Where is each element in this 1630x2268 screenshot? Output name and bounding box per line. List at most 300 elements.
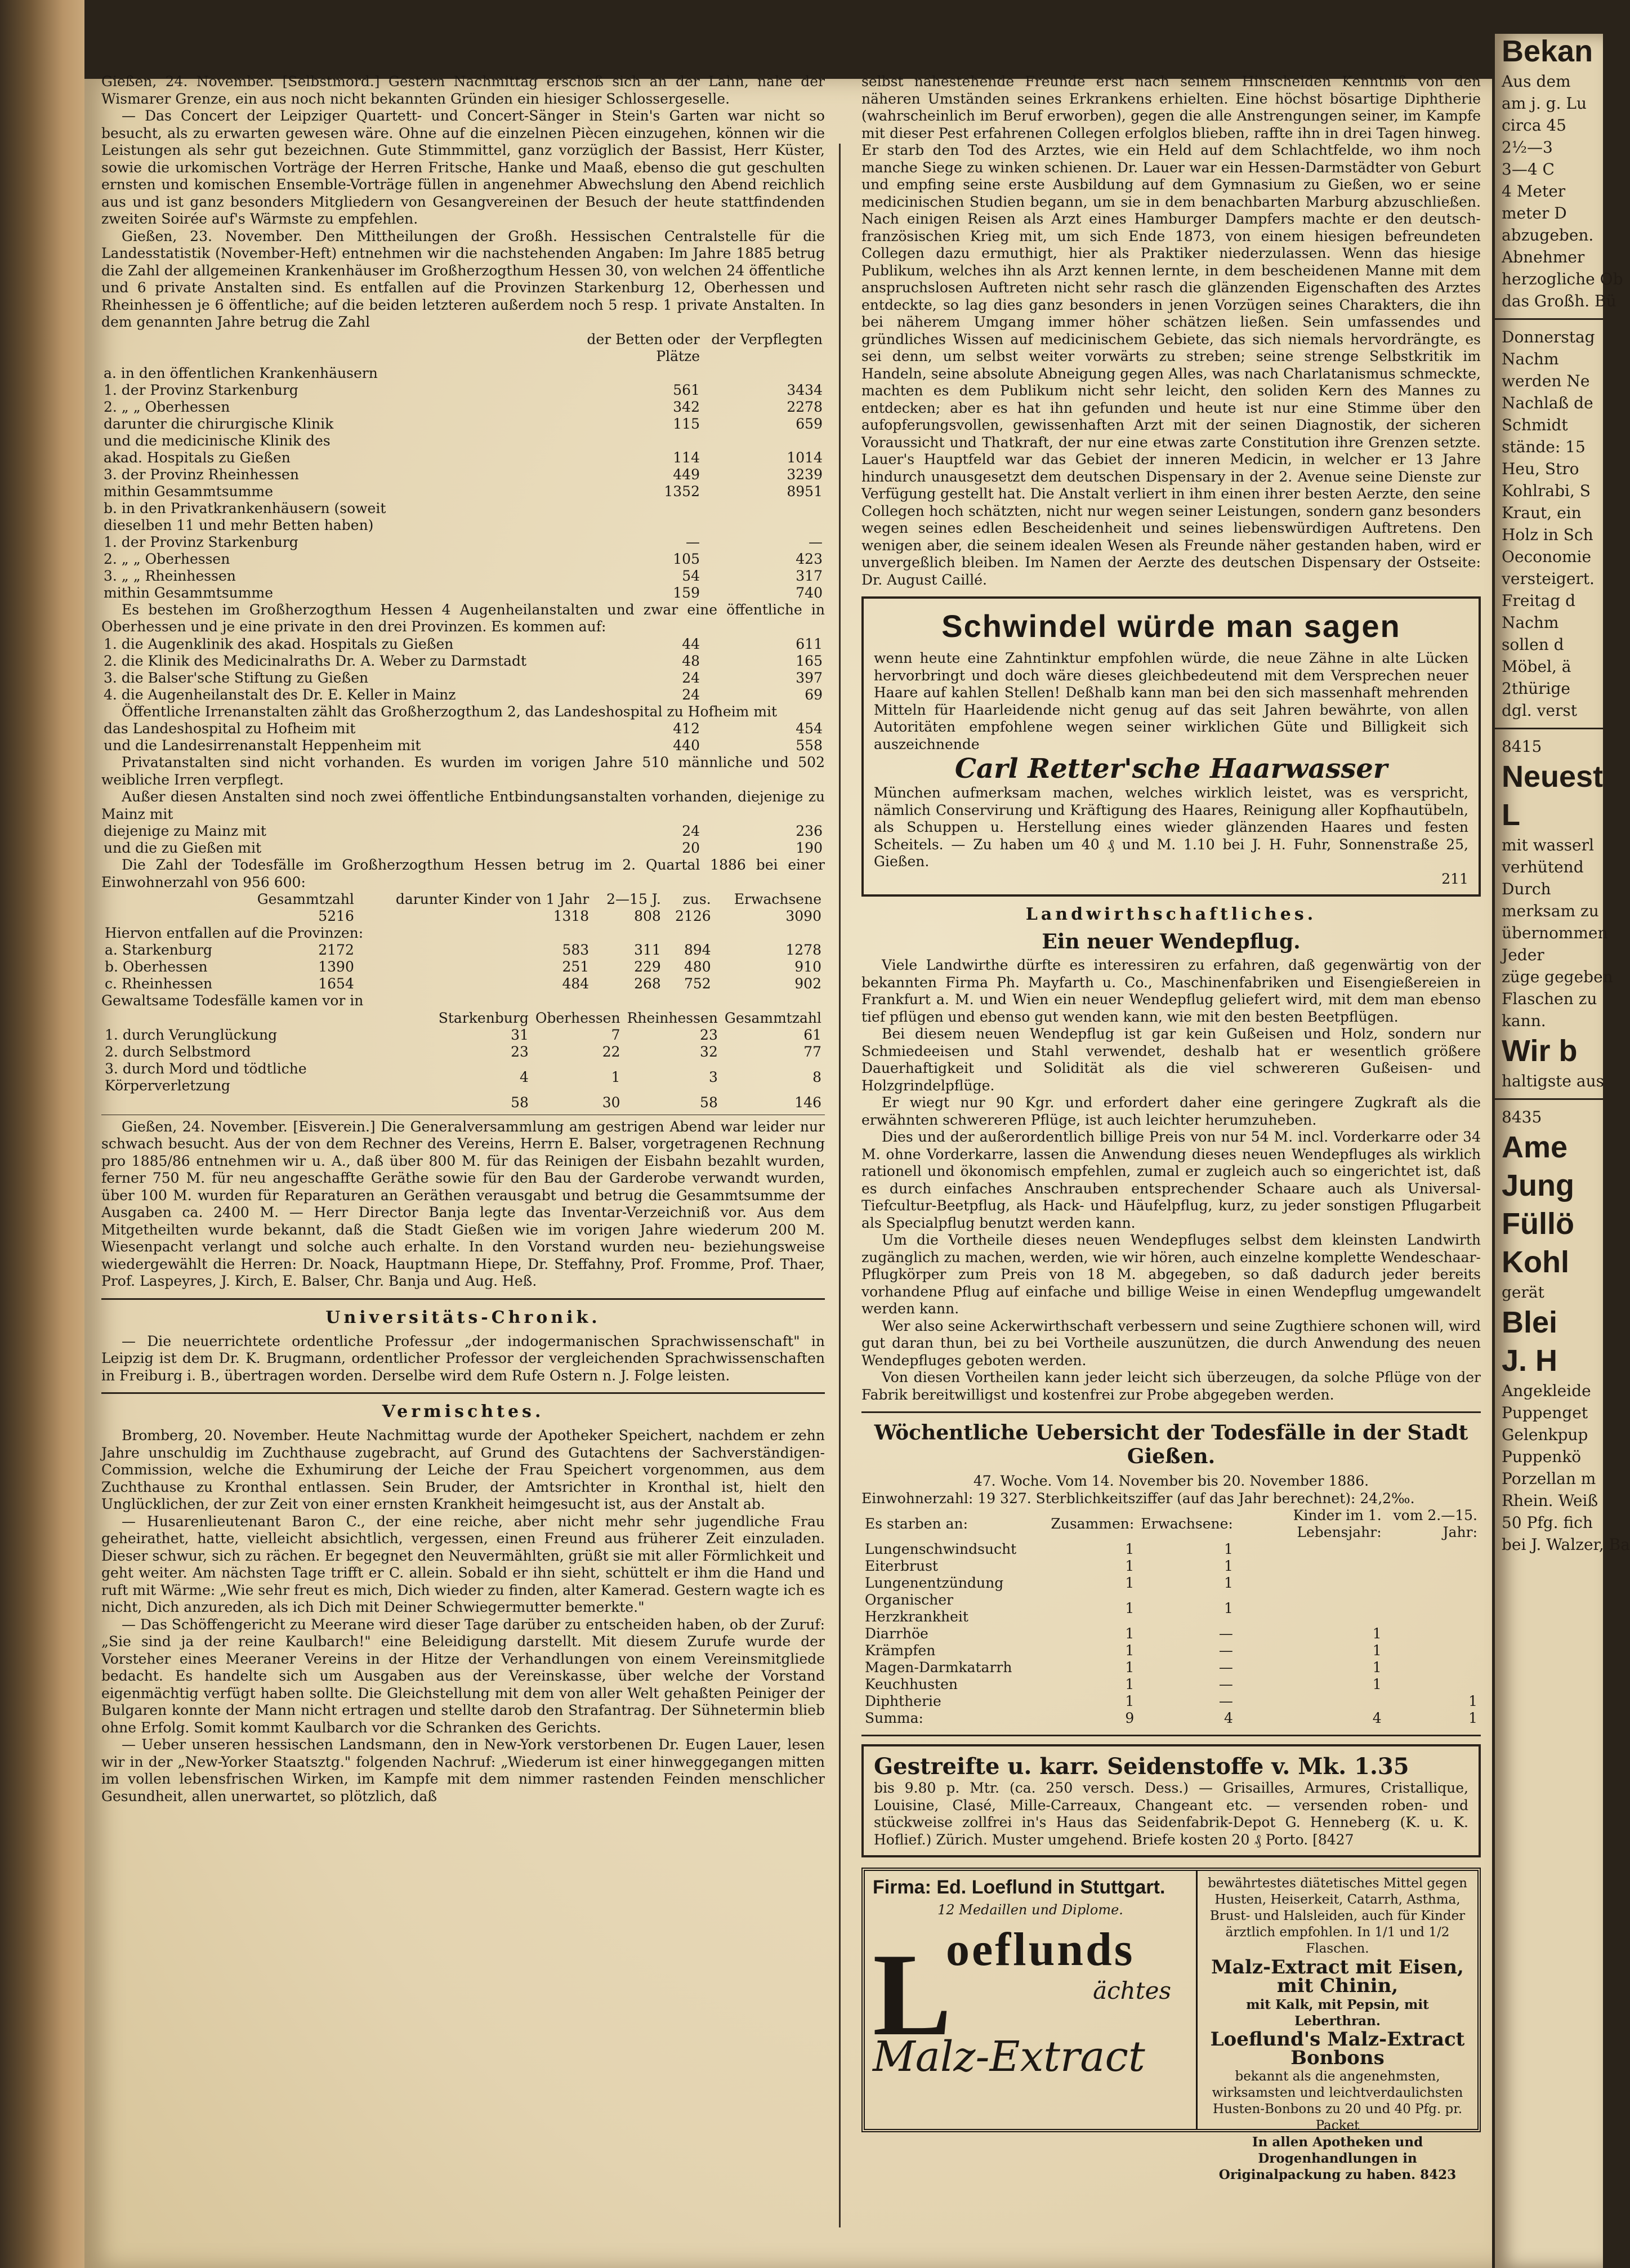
ad-loeflund-chinin: mit Chinin, — [1276, 1975, 1399, 1997]
row-value: — — [1218, 1642, 1233, 1659]
adjacent-page-text: Füllö — [1502, 1207, 1574, 1241]
ad-loeflund-bonbons: Bonbons — [1290, 2047, 1385, 2069]
adjacent-page-text: abzugeben. — [1502, 226, 1594, 244]
row-value: Gesammtzahl — [724, 1009, 821, 1026]
row-value: 58 — [511, 1094, 529, 1111]
divider — [1495, 318, 1603, 320]
row-value: 77 — [803, 1043, 821, 1060]
row-value — [1236, 1592, 1385, 1625]
row-value: 54 — [682, 567, 700, 584]
ad-loeflund-brand: oeflunds — [946, 1923, 1135, 1976]
row-value: zus. — [682, 891, 711, 907]
row-value: — — [1218, 1659, 1233, 1676]
row-value: Zusammen: — [1051, 1516, 1135, 1532]
row-value: 317 — [796, 567, 823, 584]
table-row — [101, 483, 825, 500]
ad-haarwasser-number: 211 — [1441, 870, 1468, 887]
row-label: 2. „ „ Oberhessen — [104, 398, 230, 415]
article-lauer-continued: selbst nahestehende Freunde erst nach seinem Hinscheiden Kenntniß von den näheren Umständen seines Erkrankens erhielten. Eine höchst bösartige Diphtherie (wahrscheinlich im Beruf erworben), gegen die alle Anstrengungen seiner, im Kampfe mit dieser Pest erfahrenen Collegen erfolglos blieben, raffte ihn in drei Tagen hinweg. Er starb den Tod des Arztes, wie ein Held auf dem Schlachtfelde, wo ihm noch manche Siege zu winken schienen. Dr. Lauer war ein Hessen-Darmstädter von Geburt und empfing seine erste Ausbildung auf dem Gymnasium zu Gießen, wo er seine medicinischen Studien begann, um sie in dem benachbarten Marburg abzuschließen. Nach einigen Reisen als Arzt eines Hamburger Dampfers machte er den deutsch-französischen Krieg mit, um sich Ende 1873, von einem hiesigen befreundeten Collegen dazu ermuthigt, hier als Praktiker niederzulassen. Wenn das hiesige Publikum, welches ihn als Arzt kennen lernte, in dem bescheidenen Manne mit dem anspruchslosen Auftreten nicht sehr rasch die glänzenden Eigenschaften des Arztes entdeckte, so lag dies ganz besonders in jenen Vorzügen seines Charakters, die ihn bei näherem Umgang immer höher schätzen ließen. Sein umfassendes und gründliches Wissen auf medicinischem Gebiete, das sich niemals hervordrängte, es sei denn, um selbst weiter vorwärts zu streben; seine strenge Selbstkritik im Handeln, seine absolute Abneigung gegen Alles, was nach Charlatanismus schmeckte, machten es dem Publikum nicht sehr leicht, den soliden Kern des Mannes zu entdecken; aber es hat ihn gefunden und heute ist nur eine Stimme über den aufopferungsvollen, gewissenhaften Arzt mit der seinen Diagnostik, der sicheren Voraussicht und Thatkraft, der nur eine etwas zarte Constitution ihre Grenzen setzte. Lauer's Hauptfeld war das Gebiet der inneren Medicin, in welcher er 13 Jahre hindurch unausgesetzt dem deutschen Dispensary in der 2. Avenue seine Dienste zur Verfügung gestellt hat. Die Anstalt verliert in ihm einen ihrer besten Aerzte, den seine Collegen hoch schätzten, nicht nur wegen seiner Leistungen, sondern ganz besonders wegen seines edlen Bescheidenheit und seines liebenswürdigen Auftretens. Den wenigen aber, die seinem idealen Wesen als Freunde näher gestanden haben, wird er unvergeßlich bleiben. Im Namen der Aerzte des deutschen Dispensary der Ostseite: Dr. August Caillé. — [861, 73, 1481, 588]
ad-loeflund-firm: Firma: Ed. Loeflund in Stuttgart. — [873, 1877, 1165, 1898]
adjacent-page-text: Jung — [1502, 1169, 1574, 1202]
adjacent-page-text: herzogliche Ob — [1502, 270, 1623, 288]
row-label: Krämpfen — [865, 1642, 936, 1659]
adjacent-page-text: meter D — [1502, 204, 1567, 222]
adjacent-page-text: dgl. verst — [1502, 701, 1577, 720]
table-row — [101, 1061, 825, 1094]
row-value: 484 — [562, 975, 590, 992]
row-value: 61 — [803, 1026, 821, 1043]
row-value: 1 — [1372, 1625, 1382, 1642]
row-value: 808 — [634, 908, 661, 924]
table-row — [101, 517, 825, 534]
row-value — [702, 500, 825, 517]
row-value: 3 — [708, 1068, 718, 1085]
row-value: Erwachsene: — [1141, 1516, 1233, 1532]
column-divider — [839, 144, 841, 2227]
row-label — [101, 891, 236, 908]
row-value: 740 — [796, 584, 823, 601]
adjacent-page-text: Donnerstag — [1502, 328, 1595, 346]
divider — [861, 1411, 1481, 1413]
table-row — [101, 687, 825, 703]
adjacent-page-text: mit wasserl — [1502, 836, 1594, 854]
row-value: 1 — [1223, 1558, 1233, 1574]
row-label: 2. „ „ Oberhessen — [104, 550, 230, 567]
ad-loeflund-availability: In allen Apotheken und Drogenhandlungen in Originalpackung zu haben. 8423 — [1218, 2135, 1457, 2182]
row-value: 58 — [700, 1094, 718, 1111]
article-landesstatistik: Gießen, 23. November. Den Mittheilungen der Großh. Hessischen Centralstelle für die Landesstatistik (November-Heft) entnehmen wir die nachstehenden Angaben: Im Jahre 1885 betrug die Zahl der allgemeinen Krankenhäuser im Großherzogthum Hessen 30, von welchen 24 öffentliche und 6 private Anstalten sind. Es entfallen auf die Provinzen Starkenburg 12, Oberhessen und Rheinhessen je 6 öffentliche; auf die beiden letzteren außerdem noch 5 resp. 1 private Anstalten. In dem genannten Jahre betrug die Zahl — [101, 228, 825, 330]
row-value — [1385, 1558, 1481, 1575]
row-label: a. Starkenburg — [105, 942, 212, 958]
adjacent-page-text: Wir b — [1502, 1034, 1578, 1068]
row-value — [1385, 1592, 1481, 1625]
adjacent-page-text: 2thürige — [1502, 679, 1570, 698]
table-row — [861, 1659, 1481, 1676]
row-value: 1 — [1372, 1676, 1382, 1692]
row-value: 190 — [796, 840, 823, 856]
weekly-deaths-table — [861, 1507, 1481, 1727]
row-value: 23 — [700, 1026, 718, 1043]
maternity-table — [101, 823, 825, 857]
row-label: dieselben 11 und mehr Betten haben) — [104, 516, 374, 533]
adjacent-page-text: Möbel, ä — [1502, 657, 1571, 676]
ad-loeflund-details — [1198, 1871, 1477, 2182]
row-value: Rheinhessen — [627, 1009, 718, 1026]
adjacent-page-text: 8415 — [1502, 737, 1542, 756]
adjacent-page-text: Nachm — [1502, 350, 1559, 368]
table-row — [101, 568, 825, 585]
row-value: 1 — [1125, 1541, 1135, 1557]
adjacent-page-text: Blei — [1502, 1305, 1558, 1339]
row-label: und die Landesirrenanstalt Heppenheim mit — [104, 737, 421, 754]
row-label: 3. durch Mord und tödtliche Körperverletzung — [105, 1060, 307, 1094]
row-value: 115 — [673, 415, 700, 432]
adjacent-page-text: Gelenkpup — [1502, 1425, 1588, 1444]
row-value: — — [1218, 1693, 1233, 1709]
row-label: das Landeshospital zu Hofheim mit — [104, 720, 356, 737]
ad-seidenstoffe-text: bis 9.80 p. Mtr. (ca. 250 versch. Dess.) — Grisailles, Armures, Cristallique, Louisine, Clasé, Mille-Carreaux, Changeant etc. — versenden roben- und stückweise zollfrei in's Haus das Seidenfabrik-Depot G. Henneberg (K. u. K. Hoflief.) Zürich. Muster umgehend. Briefe kosten 20 ₰ Porto. [8427 — [874, 1780, 1468, 1848]
row-label: Diphtherie — [865, 1693, 941, 1709]
adjacent-page-text: Durch — [1502, 880, 1551, 898]
article-wendepflug-title: Ein neuer Wendepflug. — [1042, 930, 1301, 953]
adjacent-page-text: Freitag d — [1502, 591, 1576, 610]
adjacent-page-text: 50 Pfg. fich — [1502, 1513, 1593, 1532]
row-value — [1385, 1541, 1481, 1558]
row-value: 268 — [634, 975, 661, 992]
table-row — [861, 1575, 1481, 1592]
adjacent-page-text: verhütend — [1502, 858, 1584, 876]
row-value: 449 — [673, 466, 700, 483]
row-label: darunter die chirurgische Klinik — [104, 415, 334, 432]
table-row — [101, 466, 825, 483]
row-value: 4 — [519, 1068, 529, 1085]
divider — [1495, 728, 1603, 729]
table-row — [101, 737, 825, 754]
violent-deaths-intro: Gewaltsame Todesfälle kamen vor in — [101, 992, 364, 1009]
row-label: Lungenentzündung — [865, 1575, 1004, 1591]
row-value: 659 — [796, 415, 823, 432]
article-schoeffengericht: — Das Schöffengericht zu Meerane wird dieser Tage darüber zu entscheiden haben, ob der Zuruf: „Sie sind ja der reine Kaulbarch!" eine Beleidigung darstellt. Mit diesem Zurufe wurde der Vorsteher eines Meeraner Vereins in der Hitze der Verhandlungen von einem Vereinsmitgliede bedacht. Es handelte sich um Ausgaben aus der Vereinskasse, über welche der Vorstand eigenmächtig verfügt haben sollte. Die Gleichstellung mit dem von aller Welt gehaßten Peiniger der Bulgaren konnte der Mann nicht ertragen und stellte darob den Strafantrag. Der Sühnetermin blieb ohne Erfolg. Somit kommt Kaulbarch vor die Schranken des Gerichts. — [101, 1616, 825, 1736]
table-row — [101, 382, 825, 399]
row-value: 23 — [511, 1043, 529, 1060]
article-privatanstalten: Privatanstalten sind nicht vorhanden. Es wurden im vorigen Jahre 510 männliche und 502 weibliche Irren verpflegt. — [101, 754, 825, 788]
adjacent-page-text: Kohl — [1502, 1245, 1569, 1279]
table-row — [101, 551, 825, 568]
row-value: 236 — [796, 823, 823, 839]
ad-loeflund-initial: L — [873, 1930, 952, 2060]
ad-loeflund-medals: 12 Medaillen und Diplome. — [937, 1902, 1123, 1918]
row-value: 412 — [673, 720, 700, 737]
adjacent-page-text: am j. g. Lu — [1502, 94, 1587, 113]
row-value: 24 — [682, 686, 700, 703]
row-label: Magen-Darmkatarrh — [865, 1659, 1012, 1676]
row-value: 1 — [1468, 1693, 1477, 1709]
adjacent-page-text: 3—4 C — [1502, 160, 1555, 179]
row-value — [1236, 1693, 1385, 1710]
row-label: Eiterbrust — [865, 1558, 938, 1574]
book-spine — [0, 0, 84, 2268]
adjacent-page-text: Puppenget — [1502, 1403, 1588, 1422]
article-wendepflug-4: Dies und der außerordentlich billige Preis von nur 54 M. incl. Vorderkarre oder 34 M. ohne Vorderkarre, lassen die Anwendung dieses neuen Wendepfluges als wirklich rationell und ökonomisch empfehlen, zumal er zugleich auch so eingerichtet ist, daß es durch einfaches Anschrauben entsprechender Schaare auch als Universal-Tiefcultur-Beetpflug, als Hack- und Häufelpflug, kurz, zu jeder sonstigen Pflugarbeit als Specialpflug benutzt werden kann. — [861, 1129, 1481, 1231]
adjacent-page-text: Oeconomie — [1502, 547, 1592, 566]
divider — [101, 1392, 825, 1394]
row-value: 397 — [796, 669, 823, 686]
adjacent-page-text: gerät — [1502, 1283, 1544, 1302]
row-value: 32 — [700, 1043, 718, 1060]
row-value — [579, 433, 702, 449]
hospital-col-head-b: der Verpflegten — [711, 331, 823, 347]
row-label: Diarrhöe — [865, 1625, 928, 1642]
violent-deaths-table — [101, 1010, 825, 1111]
article-wendepflug-7: Von diesen Vortheilen kann jeder leicht sich überzeugen, da solche Pflüge von der Fabrik bereitwilligst und kostenfrei zur Probe abgegeben werden. — [861, 1369, 1481, 1403]
ad-haarwasser — [861, 596, 1481, 897]
row-label — [101, 1094, 435, 1111]
adjacent-page-text: das Großh. Bü — [1502, 292, 1616, 310]
row-label — [101, 908, 236, 925]
adjacent-page-text: züge gegeben — [1502, 968, 1613, 986]
row-value: 1 — [1372, 1642, 1382, 1659]
row-value: 5216 — [318, 908, 354, 924]
row-value: 561 — [673, 381, 700, 398]
article-wendepflug-3: Er wiegt nur 90 Kgr. und erfordert daher eine geringere Zugkraft als die erwähnten schwereren Pflüge, ist auch leichter herumzuheben. — [861, 1094, 1481, 1128]
row-value: 342 — [673, 398, 700, 415]
table-row — [101, 399, 825, 416]
ad-loeflund-aechtes: ächtes — [1093, 1977, 1171, 2004]
adjacent-page-text: kann. — [1502, 1012, 1546, 1030]
adjacent-page-text: Rhein. Weiß — [1502, 1491, 1598, 1510]
table-row — [861, 1541, 1481, 1558]
row-value: 1352 — [664, 483, 700, 500]
row-value: 44 — [682, 635, 700, 652]
ad-loeflund-bonbons-text: bekannt als die angenehmsten, wirksamsten und leichtverdaulichsten Husten-Bonbons zu 20 und 40 Pfg. pr. Packet — [1212, 2069, 1463, 2133]
table-row — [861, 1642, 1481, 1659]
adjacent-page-text: bei J. Walzer, Ba — [1502, 1535, 1630, 1554]
row-value: 752 — [684, 975, 711, 992]
row-value: darunter Kinder von 1 Jahr — [395, 891, 590, 907]
adjacent-page-text: Angekleide — [1502, 1382, 1591, 1400]
row-label: Summa: — [865, 1710, 923, 1726]
article-giessen-selbstmord: Gießen, 24. November. [Selbstmord.] Gestern Nachmittag erschoß sich an der Lahn, nahe der Wismarer Grenze, ein aus noch nicht bekannten Gründen ein hiesiger Schlossergeselle. — [101, 73, 825, 107]
table-row — [861, 1693, 1481, 1710]
adjacent-page-text: circa 45 — [1502, 116, 1566, 135]
table-row — [101, 416, 825, 433]
row-value: 558 — [796, 737, 823, 754]
adjacent-page-edge — [1495, 34, 1630, 2268]
row-value: 1278 — [785, 942, 821, 958]
hospital-table — [101, 331, 825, 601]
row-value: 9 — [1125, 1710, 1135, 1726]
ad-loeflund-malz-extract: Malz-Extract — [873, 2033, 1145, 2081]
row-label: c. Rheinhessen — [105, 975, 213, 992]
row-label: 2. durch Selbstmord — [105, 1043, 251, 1060]
row-value: 440 — [673, 737, 700, 754]
ad-seidenstoffe-headline: Gestreifte u. karr. Seidenstoffe v. Mk. 1.35 — [874, 1753, 1409, 1780]
ad-loeflund-extract: Loeflund's Malz-Extract — [1210, 2028, 1465, 2051]
ad-haarwasser-title: Schwindel würde man sagen — [941, 608, 1401, 644]
row-value: 1 — [611, 1068, 620, 1085]
row-value: — — [1218, 1676, 1233, 1692]
row-value — [1385, 1625, 1481, 1642]
row-value: 583 — [562, 942, 590, 958]
row-value: 902 — [794, 975, 821, 992]
table-row — [101, 942, 825, 959]
adjacent-page-text: 8435 — [1502, 1108, 1542, 1126]
row-value: 105 — [673, 550, 700, 567]
row-value: 8 — [812, 1068, 821, 1085]
row-label: Lungenschwindsucht — [865, 1541, 1017, 1557]
row-value — [1236, 1575, 1385, 1592]
row-value: 1 — [1223, 1575, 1233, 1591]
adjacent-page-text: Puppenkö — [1502, 1447, 1582, 1466]
row-label: und die zu Gießen mit — [104, 840, 262, 856]
row-value: 165 — [796, 652, 823, 669]
adjacent-page-text: stände: 15 — [1502, 438, 1586, 456]
row-value: 1 — [1223, 1600, 1233, 1616]
table-row — [101, 823, 825, 840]
row-value: 114 — [673, 449, 700, 466]
row-value: 4 — [1372, 1710, 1382, 1726]
ad-haarwasser-brand: Carl Retter'sche Haarwasser — [954, 753, 1388, 785]
adjacent-page-text: merksam zu — [1502, 902, 1599, 920]
row-value: 3434 — [787, 381, 823, 398]
row-value: — — [686, 533, 700, 550]
row-value: Gesammtzahl — [257, 891, 354, 907]
row-value: 251 — [562, 959, 590, 975]
row-value: Erwachsene — [734, 891, 821, 907]
row-value: 1390 — [318, 959, 354, 975]
adjacent-page-text: sollen d — [1502, 635, 1564, 654]
row-value: 1 — [1125, 1642, 1135, 1659]
ad-loeflund-logo-panel — [865, 1871, 1198, 2129]
row-value: 4 — [1223, 1710, 1233, 1726]
adjacent-page-text: Porzellan m — [1502, 1469, 1596, 1488]
ad-loeflund — [861, 1868, 1481, 2182]
row-value: Kinder im 1. Lebensjahr: — [1293, 1507, 1382, 1540]
adjacent-page-text: L — [1502, 798, 1520, 832]
row-value: 229 — [634, 959, 661, 975]
row-value: 7 — [611, 1026, 620, 1043]
adjacent-page-text: J. H — [1502, 1344, 1558, 1378]
row-label: und die medicinische Klinik des — [104, 432, 331, 449]
row-value: 1 — [1468, 1710, 1477, 1726]
row-value — [1385, 1659, 1481, 1676]
row-value: 910 — [794, 959, 821, 975]
article-irrenanstalten: Öffentliche Irrenanstalten zählt das Großherzogthum 2, das Landeshospital zu Hofheim mit — [122, 703, 778, 720]
row-value — [1385, 1575, 1481, 1592]
row-value — [579, 365, 702, 382]
adjacent-page-text: versteigert. — [1502, 569, 1595, 588]
adjacent-page-text: Holz in Sch — [1502, 525, 1593, 544]
adjacent-page-text: Ame — [1502, 1130, 1568, 1164]
table-row — [101, 840, 825, 857]
row-label — [101, 1010, 435, 1027]
adjacent-page-text: übernommen — [1502, 924, 1608, 942]
ad-loeflund-kalk: mit Kalk, mit Pepsin, mit Leberthran. — [1246, 1997, 1429, 2029]
row-value: 1 — [1125, 1558, 1135, 1574]
row-label: 3. die Balser'sche Stiftung zu Gießen — [104, 669, 369, 686]
adjacent-page-text: Nachm — [1502, 613, 1559, 632]
table-row — [101, 1044, 825, 1061]
ad-haarwasser-text-b: München aufmerksam machen, welches wirklich leistet, was es verspricht, nämlich Conservirung und Kräftigung des Haares, Reinigung aller Kopfhautübeln, als Schuppen u. Herstellung eines wieder glänzenden Haares und festen Scheitels. — Zu haben um 40 ₰ und M. 1.10 bei J. H. Fuhr, Sonnenstraße 25, Gießen. — [874, 785, 1468, 870]
table-row — [101, 449, 825, 466]
row-value: 1 — [1223, 1541, 1233, 1557]
row-value — [702, 433, 825, 449]
row-value: 311 — [634, 942, 661, 958]
article-augenheilanstalten: Es bestehen im Großherzogthum Hessen 4 Augenheilanstalten und zwar eine öffentliche in Oberhessen und je eine private in den drei Provinzen. Es kommen auf: — [101, 601, 825, 635]
row-value: 1 — [1125, 1575, 1135, 1591]
row-value: 2—15 J. — [606, 891, 661, 907]
row-label: 1. der Provinz Starkenburg — [104, 381, 298, 398]
row-label: 4. die Augenheilanstalt des Dr. E. Keller in Mainz — [104, 686, 456, 703]
row-value: 3090 — [785, 908, 821, 924]
divider — [1495, 1098, 1603, 1100]
adjacent-page-text: haltigste aus — [1502, 1072, 1604, 1090]
row-value: 69 — [805, 686, 823, 703]
row-value: 2126 — [675, 908, 711, 924]
row-value — [579, 517, 702, 534]
asylum-table — [101, 720, 825, 754]
table-row — [101, 975, 825, 992]
article-universitaet: — Die neuerrichtete ordentliche Professur „der indogermanischen Sprachwissenschaft" in Leipzig ist dem Dr. K. Brugmann, ordentlicher Professor der vergleichenden Sprachwissenschaften in Freiburg i. B., übertragen worden. Derselbe wird dem Rufe Ostern n. J. Folge leisten. — [101, 1333, 825, 1384]
row-value: 8951 — [787, 483, 823, 500]
adjacent-page-text: 4 Meter — [1502, 182, 1566, 200]
row-value: 454 — [796, 720, 823, 737]
adjacent-page-text: 2½—3 — [1502, 138, 1553, 157]
row-value: 3239 — [787, 466, 823, 483]
row-value: 20 — [682, 840, 700, 856]
ad-haarwasser-text-a: wenn heute eine Zahntinktur empfohlen würde, die neue Zähne in alte Lücken hervorbringt und doch wäre dieses gleichbedeutend mit dem Versprechen neuer Haare auf kahlen Stellen! Deßhalb kann man bei den sich massenhaft mehrenden Mitteln für Haarleidende nicht genug auf das seit Jahren bewährte, von allen Autoritäten empfohlene wegen seiner wirklichen Güte und Billigkeit sich auszeichnende — [874, 650, 1468, 752]
table-row — [101, 1027, 825, 1044]
row-value: Starkenburg — [438, 1009, 529, 1026]
adjacent-page-text: werden Ne — [1502, 372, 1590, 390]
table-row — [101, 534, 825, 551]
article-husarenlieutenant: — Husarenlieutenant Baron C., der eine reiche, aber nicht mehr sehr jugendliche Frau geheirathet, hatte, vielleicht absichtlich, vergessen, einen Freund aus früherer Zeit einzuladen. Dieser schwur, sich zu rächen. Er begegnet den Neuvermählten, grüßt sie mit aller Förmlichkeit und geht weiter. Am nächsten Tage trifft er C. allein. Sobald er ihn sieht, schüttelt er ihm die Hand und ruft mit Wärme: „Wie sehr freut es mich, Dich wieder zu finden, alter Kamerad. Gestern wagte ich es nicht, Dich anzureden, als ich Dich mit Deiner Schwiegermutter bemerkte." — [101, 1513, 825, 1615]
eye-clinic-table — [101, 636, 825, 703]
row-label: a. in den öffentlichen Krankenhäusern — [104, 364, 378, 381]
row-value: — — [1218, 1625, 1233, 1642]
section-heading-vermischtes: Vermischtes. — [382, 1402, 544, 1422]
row-value: 1 — [1125, 1625, 1135, 1642]
adjacent-page-text: Flaschen zu — [1502, 990, 1597, 1008]
adjacent-page-text: Kohlrabi, S — [1502, 482, 1591, 500]
row-value — [579, 500, 702, 517]
row-value: 2172 — [318, 942, 354, 958]
row-value: 611 — [796, 635, 823, 652]
table-row — [101, 670, 825, 687]
article-bromberg: Bromberg, 20. November. Heute Nachmittag wurde der Apotheker Speichert, nachdem er zehn Jahre unschuldig im Zuchthause zugebracht, auf Grund des Gutachtens der Sachverständigen-Commission, welche die Exhumirung der Leiche der Frau Speichert vorgenommen, aus dem Zuchthause zu Kronthal entlassen. Sein Bruder, der Amtsrichter in Kronthal ist, hielt den Unglücklichen, der zur Zeit von einer ernsten Krankheit heimgesucht ist, aus der Anstalt ab. — [101, 1427, 825, 1512]
row-value: 22 — [602, 1043, 620, 1060]
article-wendepflug-6: Wer also seine Ackerwirthschaft verbessern und seine Zugthiere schonen will, wird gut daran thun, bei zu bei Vortheile auszunützen, die durch Anwendung des neuen Wendepfluges geboten werden. — [861, 1317, 1481, 1369]
row-value — [1385, 1642, 1481, 1659]
table-row — [101, 585, 825, 601]
row-label: 3. „ „ Rheinhessen — [104, 567, 236, 584]
row-label: 3. der Provinz Rheinhessen — [104, 466, 299, 483]
adjacent-page-text: Aus dem — [1502, 72, 1571, 91]
table-row — [101, 720, 825, 737]
row-label: mithin Gesammtsumme — [104, 584, 273, 601]
table-row — [101, 500, 825, 517]
row-label: 1. der Provinz Starkenburg — [104, 533, 298, 550]
section-heading-universitaet: Universitäts-Chronik. — [325, 1307, 601, 1327]
row-value: — — [809, 533, 823, 550]
row-value — [702, 365, 825, 382]
row-value — [702, 517, 825, 534]
table-row — [861, 1676, 1481, 1693]
row-value: vom 2.—15. Jahr: — [1393, 1507, 1477, 1540]
divider — [101, 1298, 825, 1300]
row-value: 2278 — [787, 398, 823, 415]
row-value: 480 — [684, 959, 711, 975]
row-value: 1 — [1125, 1659, 1135, 1676]
row-value: 1654 — [318, 975, 354, 992]
row-value — [1385, 1676, 1481, 1693]
row-label: akad. Hospitals zu Gießen — [104, 449, 291, 466]
right-column — [861, 73, 1481, 2182]
divider — [861, 1735, 1481, 1736]
row-value: 30 — [602, 1094, 620, 1111]
article-eisverein: Gießen, 24. November. [Eisverein.] Die Generalversammlung am gestrigen Abend war leider nur schwach besucht. Aus der von dem Rechner des Vereins, Herrn E. Balser, vorgetragenen Rechnung pro 1885/86 entnehmen wir u. A., daß über 800 M. für das Reinigen der Eisbahn bezahlt wurden, ferner 750 M. für neu angeschaffte Geräthe sowie für den Bau der Garderobe verwandt wurden, über 100 M. wurden für Reparaturen an Geräthen verausgabt und betrug die Gesammtsumme der Ausgaben ca. 2400 M. — Herr Director Banja legte das Inventar-Verzeichniß vor. Aus dem Mitgetheilten wurde bekannt, daß die Stadt Gießen wie im vorigen Jahre wiederum 200 M. Wiesenpacht verlangt und solche auch erhalte. In den Vorstand wurden neu- beziehungsweise wiedergewählt die Herren: Dr. Noack, Hauptmann Hiepe, Dr. Steffahny, Prof. Fromme, Prof. Thaer, Prof. Laspeyres, J. Kirch, E. Balser, Chr. Banja und Aug. Heß. — [101, 1118, 825, 1289]
row-value — [1236, 1558, 1385, 1575]
adjacent-page-text: Bekan — [1502, 34, 1593, 68]
adjacent-page-text: Heu, Stro — [1502, 460, 1579, 478]
table-row — [101, 653, 825, 670]
row-value: 31 — [511, 1026, 529, 1043]
ad-loeflund-eisen: Malz-Extract mit Eisen, — [1211, 1956, 1464, 1979]
table-row — [101, 959, 825, 975]
row-label: mithin Gesammtsumme — [104, 483, 273, 500]
weekly-deaths-population: Einwohnerzahl: 19 327. Sterblichkeitsziffer (auf das Jahr berechnet): 24,2‰. — [861, 1490, 1415, 1507]
row-value: 423 — [796, 550, 823, 567]
